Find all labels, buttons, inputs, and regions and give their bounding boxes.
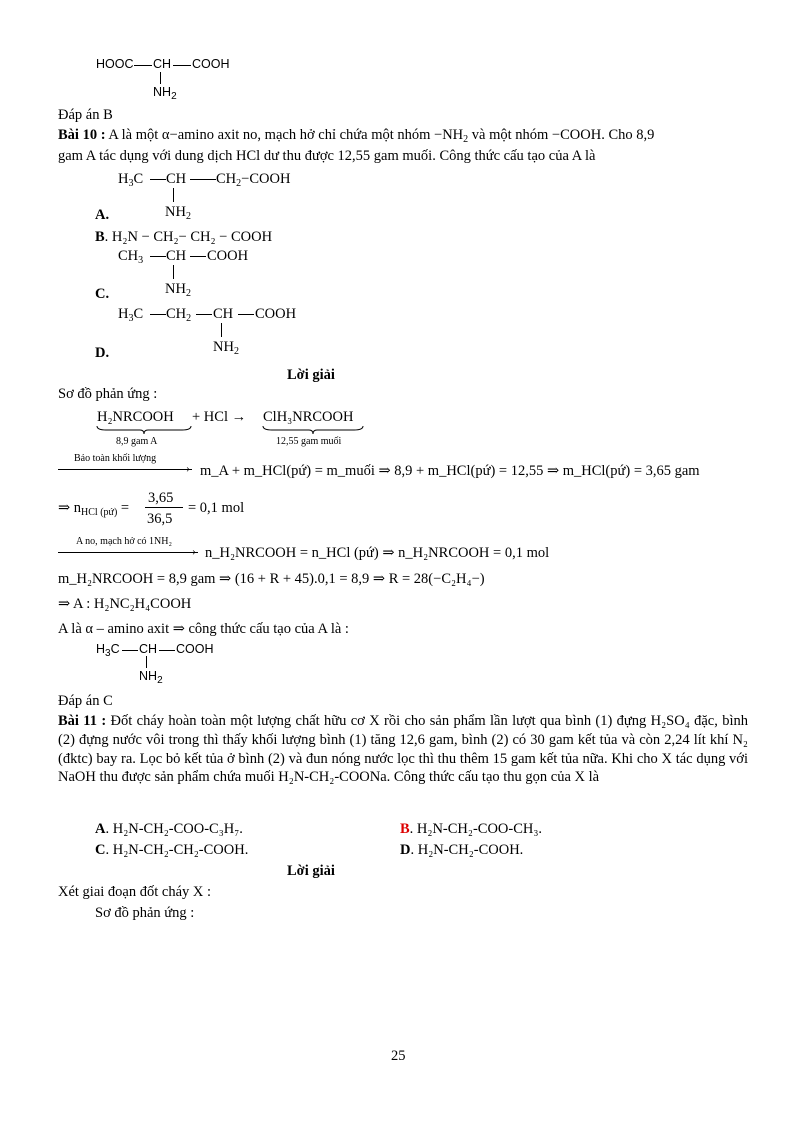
answer-c: Đáp án C: [58, 693, 113, 709]
answer-b: Đáp án B: [58, 107, 113, 123]
alpha-line: A là α – amino axit ⇒ công thức cấu tạo của A là :: [58, 621, 349, 637]
formula-left: HOOC: [96, 57, 134, 71]
loi-giai-heading: Lời giải: [287, 367, 335, 383]
option-11-a: A. H₂N-CH₂-COO-C₃H₇.: [95, 821, 243, 837]
option-11-b: B. H₂N-CH₂-COO-CH₃.: [400, 821, 543, 837]
option-10-b: B. H₂N − CH₂− CH₂ − COOH: [95, 229, 273, 245]
underbrace-product: [262, 425, 364, 435]
formula-right: COOH: [192, 57, 230, 71]
so-do-label-2: Sơ đồ phản ứng :: [95, 905, 195, 921]
so-do-label: Sơ đồ phản ứng :: [58, 386, 158, 402]
equation-5: ⇒ A : H₂NC₂H₄COOH: [58, 596, 192, 612]
option-11-c: C. H₂N-CH₂-CH₂-COOH.: [95, 842, 249, 858]
formula-below: $NH_2$: [153, 85, 177, 102]
bai11-question: Bài 11 : Đốt cháy hoàn toàn một lượng chất hữu cơ X rồi cho sản phẩm lần lượt qua bình (1) đựng H₂SO₄ đặc, bình (2) đựng nước vôi trong thì thấy khối lượng bình (1) tăng 12,6 gam, bình (2) có 30 gam kết tủa và còn 2,24 lít khí N₂ (đktc) bay ra. Lọc bỏ kết tủa ở bình (2) và đun nóng nước lọc thì thu thêm 15 gam kết tủa nữa. Khi cho X tác dụng với NaOH thu được sản phẩm chứa muối H₂N-CH₂-COONa. Công thức cấu tạo thu gọn của X là: [58, 713, 748, 786]
underbrace-reactant: [96, 425, 192, 435]
equation-4: m_H₂NRCOOH = 8,9 gam ⇒ (16 + R + 45).0,1 = 8,9 ⇒ R = 28(−C₂H₄−): [58, 571, 485, 587]
formula-middle: CH: [153, 57, 172, 71]
bai10-question: Bài 10 : A là một α−amino axit no, mạch hở chỉ chứa một nhóm $-NH_2$ và một nhóm −COOH. Cho 8,9 gam A tác dụng với dung dịch HCl dư thu được 12,55 gam muối. Công thức cấu tạo của A là: [58, 127, 655, 164]
loi-giai-heading-2: Lời giải: [287, 863, 335, 879]
xet-label: Xét giai đoạn đốt cháy X :: [58, 884, 212, 900]
option-11-d: D. H₂N-CH₂-COOH.: [400, 842, 524, 858]
page-number: 25: [391, 1048, 406, 1064]
